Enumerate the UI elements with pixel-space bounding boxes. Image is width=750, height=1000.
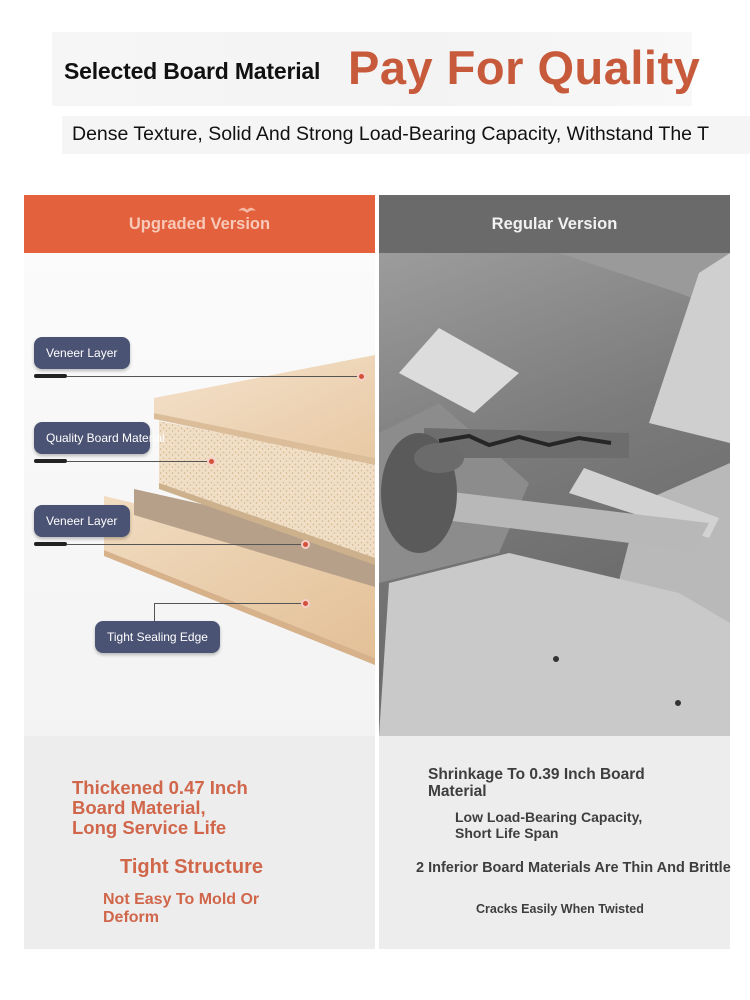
leader-line (154, 603, 304, 604)
veneer-layer-tag-bottom (34, 505, 130, 537)
tight-structure-feature: Tight Structure (120, 856, 263, 878)
title-left: Selected Board Material (64, 58, 321, 84)
tag-underline (34, 459, 67, 463)
regular-version-panel (379, 195, 730, 949)
sealing-edge-tag (95, 621, 220, 653)
mold-feature: Not Easy To Mold Or Deform (103, 891, 260, 926)
upgraded-features (24, 736, 375, 949)
veneer-layer-label-bottom: Veneer Layer (46, 514, 118, 528)
sealing-edge-label: Tight Sealing Edge (107, 630, 208, 644)
veneer-layer-tag-top (34, 337, 130, 369)
quality-board-tag (34, 422, 165, 454)
veneer-top-marker (357, 372, 366, 381)
leader-line (67, 461, 210, 462)
tag-underline (34, 374, 67, 378)
thickened-feature: Thickened 0.47 Inch Board Material, Long Service Life (72, 777, 248, 838)
quality-board-marker (207, 457, 216, 466)
sealing-edge-marker (301, 599, 310, 608)
leader-line (67, 544, 303, 545)
veneer-bottom-marker (301, 540, 310, 549)
bird-icon (236, 203, 258, 217)
upgraded-version-heading (24, 195, 375, 253)
tag-underline (34, 542, 67, 546)
capacity-feature: Low Load-Bearing Capacity, Short Life Span (455, 809, 643, 841)
broken-board-photo (379, 253, 730, 736)
regular-features (379, 736, 730, 949)
cracks-feature: Cracks Easily When Twisted (476, 902, 644, 916)
board-layers-image (24, 253, 375, 736)
quality-board-label: Quality Board Material (46, 431, 165, 445)
regular-version-heading (379, 195, 730, 253)
title-right: Pay For Quality (348, 41, 701, 94)
broken-board-illustration (379, 253, 730, 736)
regular-version-label: Regular Version (491, 214, 618, 233)
upgraded-version-label: Upgraded Version (128, 214, 271, 233)
subtitle: Dense Texture, Solid And Strong Load-Bearing Capacity, Withstand The T (72, 123, 710, 145)
shrinkage-feature: Shrinkage To 0.39 Inch Board Material (428, 766, 645, 800)
leader-line (67, 376, 360, 377)
veneer-layer-label-top: Veneer Layer (46, 346, 118, 360)
board-layers-illustration (24, 253, 375, 736)
inferior-feature: 2 Inferior Board Materials Are Thin And Brittle (416, 860, 731, 876)
upgraded-version-panel (24, 195, 375, 949)
leader-line-vertical (154, 603, 155, 621)
